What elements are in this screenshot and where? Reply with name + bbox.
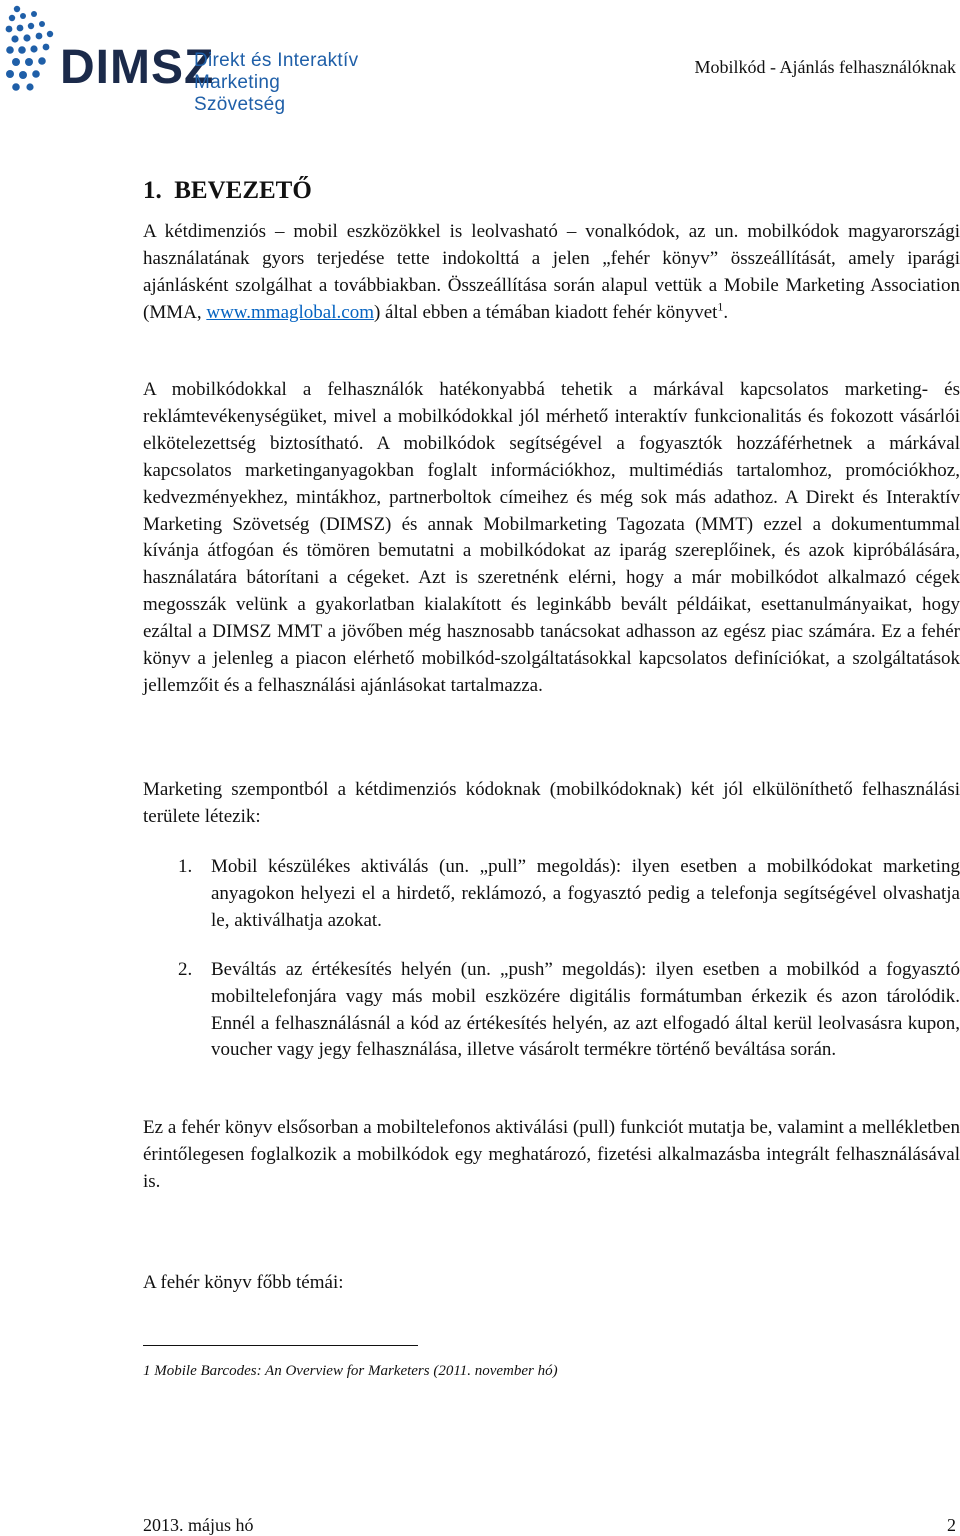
paragraph-3-block xyxy=(143,777,960,831)
paragraph-5: A fehér könyv főbb témái: xyxy=(143,1272,344,1293)
dimsz-logo xyxy=(4,4,374,115)
intro-end: . xyxy=(723,301,729,323)
mmaglobal-link[interactable]: www.mmaglobal.com xyxy=(206,301,374,323)
list-item xyxy=(143,957,960,1065)
logo-subtitle-line1: Direkt és Interaktív xyxy=(194,50,359,71)
footnote: 1 Mobile Barcodes: An Overview for Marketers (2011. november hó) xyxy=(143,1363,558,1379)
paragraph-5-block xyxy=(143,1270,960,1297)
section-number: 1. xyxy=(143,177,162,204)
paragraph-4: Ez a fehér könyv elsősorban a mobiltelefonos aktiválási (pull) funkciót mutatja be, valamint a mellékletben érintőlegesen foglalkozik a mobilkódok egy meghatározó, fizetési alkalmazásba integrált felhasználásával is. xyxy=(143,1117,960,1192)
dimsz-dots-icon xyxy=(4,4,64,96)
logo-subtitle-line2: Marketing Szövetség xyxy=(194,72,286,115)
paragraph-2: A mobilkódokkal a felhasználók hatékonyabbá tehetik a márkával kapcsolatos marketing- és reklámtevékenységüket, mivel a mobilkódokkal jól mérhető interaktív funkcionalitás és fokozott vásárlói elkötelezettség biztosítható. A mobilkódok segítségével a fogyasztók hozzáférhetnek a márkával kapcsolatos marketinganyagokban foglalt információkhoz, multimédiás tartalomhoz, promóciókhoz, kedvezményekhez, mintákhoz, partnerboltok címeihez és még sok más adathoz. A Direkt és Interaktív Marketing Szövetség (DIMSZ) és annak Mobilmarketing Tagozata (MMT) ezzel a dokumentummal kívánja átfogóan és tömören bemutatni a mobilkódokat az iparág szereplőinek, és azok kipróbálására, használatára bátorítani a cégeket. Azt is szeretnénk elérni, hogy a már mobilkódot alkalmazó cégek megosszák velünk a gyakorlatban kialakított és leginkább bevált példáikat, esettanulmányaikat, hogy ezáltal a DIMSZ MMT a jövőben még hasznosabb tanácsokat adhasson az egész piac számára. Ez a fehér könyv a jelenleg a piacon elérhető mobilkód-szolgáltatásokkal kapcsolatos definíciókat, a szolgáltatások jellemzőit és a felhasználási ajánlásokat tartalmazza. xyxy=(143,379,960,696)
section-title: BEVEZETŐ xyxy=(174,177,312,204)
footer-date: 2013. május hó xyxy=(143,1515,254,1535)
footnote-separator xyxy=(143,1345,418,1346)
intro-text: A kétdimenziós – mobil eszközökkel is leolvasható – vonalkódok, az un. mobilkódok magyarországi használatának gyors terjedése tette indokolttá a jelen „fehér könyv” összeállítását, amely iparági ajánlásként szolgálhat a továbbiakban. Összeállítása során alapul vettük a Mobile Marketing Association (MMA, xyxy=(143,221,960,323)
list-item-number: 1. xyxy=(178,856,193,877)
document-header-title: Mobilkód - Ajánlás felhasználóknak xyxy=(694,57,956,77)
section-heading xyxy=(143,176,312,206)
paragraph-3: Marketing szempontból a kétdimenziós kódoknak (mobilkódoknak) két jól elkülöníthető felhasználási területe létezik: xyxy=(143,779,960,827)
footnote-reference[interactable]: 1 xyxy=(717,299,724,314)
paragraph-4-block xyxy=(143,1115,960,1196)
intro-text-cont: ) által ebben a témában kiadott fehér könyvet xyxy=(373,301,718,323)
list-item xyxy=(143,854,960,935)
list-item-text: Beváltás az értékesítés helyén (un. „push” megoldás): ilyen esetben a mobilkód a fogyasztó mobiltelefonjára vagy más mobil eszközére digitális formátumban érkezik és azon tárolódik. Ennél a felhasználásnál a kód az értékesítés helyén, az azt elfogadó által kerül leolvasásra kupon, voucher vagy jegy felhasználása, illetve vásárolt termékre történő beváltása során. xyxy=(211,958,960,1061)
intro-paragraph xyxy=(143,219,960,327)
list-item-text: Mobil készülékes aktiválás (un. „pull” megoldás): ilyen esetben a mobilkódokat marketing anyagokon helyezi el a hirdető, reklámozó, a fogyasztó pedig a telefonja segítségével olvashatja le, aktiválhatja azokat. xyxy=(211,856,960,931)
page-number: 2 xyxy=(947,1515,956,1535)
usage-list xyxy=(143,854,960,1064)
intro-paragraph-block xyxy=(143,219,960,327)
paragraph-2-block xyxy=(143,377,960,700)
logo-subtitle xyxy=(194,50,374,116)
list-item-number: 2. xyxy=(178,958,193,980)
logo-wordmark: DIMSZ xyxy=(60,41,215,94)
